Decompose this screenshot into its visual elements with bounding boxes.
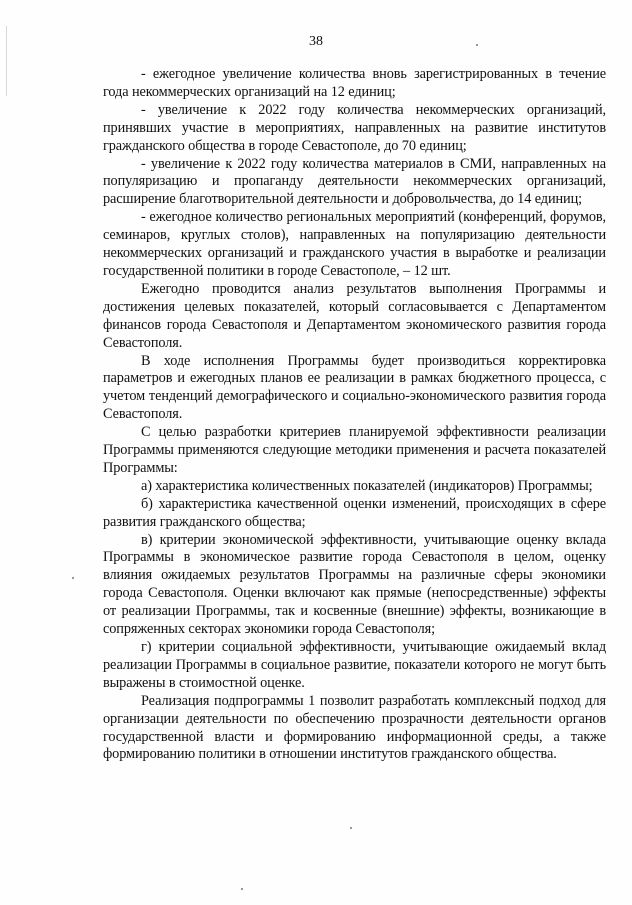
paragraph-item-g: г) критерии социальной эффективности, учитывающие ожидаемый вклад реализации Программы в социальное развитие, показатели которого не могут быть выражены в стоимостной оценке. bbox=[103, 639, 606, 691]
paragraph-bullet-1: - ежегодное увеличение количества вновь зарегистрированных в течение года некоммерческих организаций на 12 единиц; bbox=[103, 66, 606, 100]
paragraph-criteria-intro: С целью разработки критериев планируемой эффективности реализации Программы применяются следующие методики применения и расчета показателей Программы: bbox=[103, 424, 606, 476]
paragraph-item-a: а) характеристика количественных показателей (индикаторов) Программы; bbox=[141, 477, 593, 494]
scan-speck bbox=[72, 577, 74, 579]
paragraph-item-b: б) характеристика качественной оценки изменений, происходящих в сфере развития гражданского общества; bbox=[103, 495, 606, 530]
page-number: 38 bbox=[309, 34, 323, 49]
paragraph-subprogram-1: Реализация подпрограммы 1 позволит разработать комплексный подход для организации деятельности по обеспечению прозрачности деятельности органов государственной власти и формированию информационной среды, а также формированию политики в отношении институтов гражданского общества. bbox=[103, 692, 606, 763]
paragraph-adjustment: В ходе исполнения Программы будет производиться корректировка параметров и ежегодных планов ее реализации в рамках бюджетного процесса, с учетом тенденций демографического и социально-экономического развития города Севастополя. bbox=[103, 352, 606, 423]
paragraph-bullet-4: - ежегодное количество региональных мероприятий (конференций, форумов, семинаров, круглых столов), направленных на популяризацию деятельности некоммерческих организаций и гражданского участия в выработке и реализации государственной политики в городе Севастополе, – 12 шт. bbox=[103, 209, 606, 279]
scan-speck bbox=[476, 44, 478, 46]
paragraph-bullet-3: - увеличение к 2022 году количества материалов в СМИ, направленных на популяризацию и пропаганду деятельности некоммерческих организаций, расширение благотворительной деятельности и добровольчества, до 14 единиц; bbox=[103, 155, 606, 208]
paragraph-item-v: в) критерии экономической эффективности, учитывающие оценку вклада Программы в экономическое развитие города Севастополя в целом, оценку влияния ожидаемых результатов Программы на различные сферы экономики города Севастополя. Оценки включают как прямые (непосредственные) эффекты от реализации Программы, так и косвенные (внешние) эффекты, возникающие в сопряженных секторах экономики города Севастополя; bbox=[103, 531, 606, 638]
paragraph-bullet-2: - увеличение к 2022 году количества некоммерческих организаций, принявших участие в мероприятиях, направленных на развитие институтов гражданского общества в городе Севастополе, до 70 единиц; bbox=[103, 101, 606, 154]
scan-speck bbox=[241, 888, 243, 890]
body-text bbox=[103, 66, 606, 764]
scan-speck bbox=[350, 827, 352, 829]
paragraph-annual-analysis: Ежегодно проводится анализ результатов выполнения Программы и достижения целевых показателей, который согласовывается с Департаментом финансов города Севастополя и Департаментом экономического развития города Севастополя. bbox=[103, 280, 606, 351]
